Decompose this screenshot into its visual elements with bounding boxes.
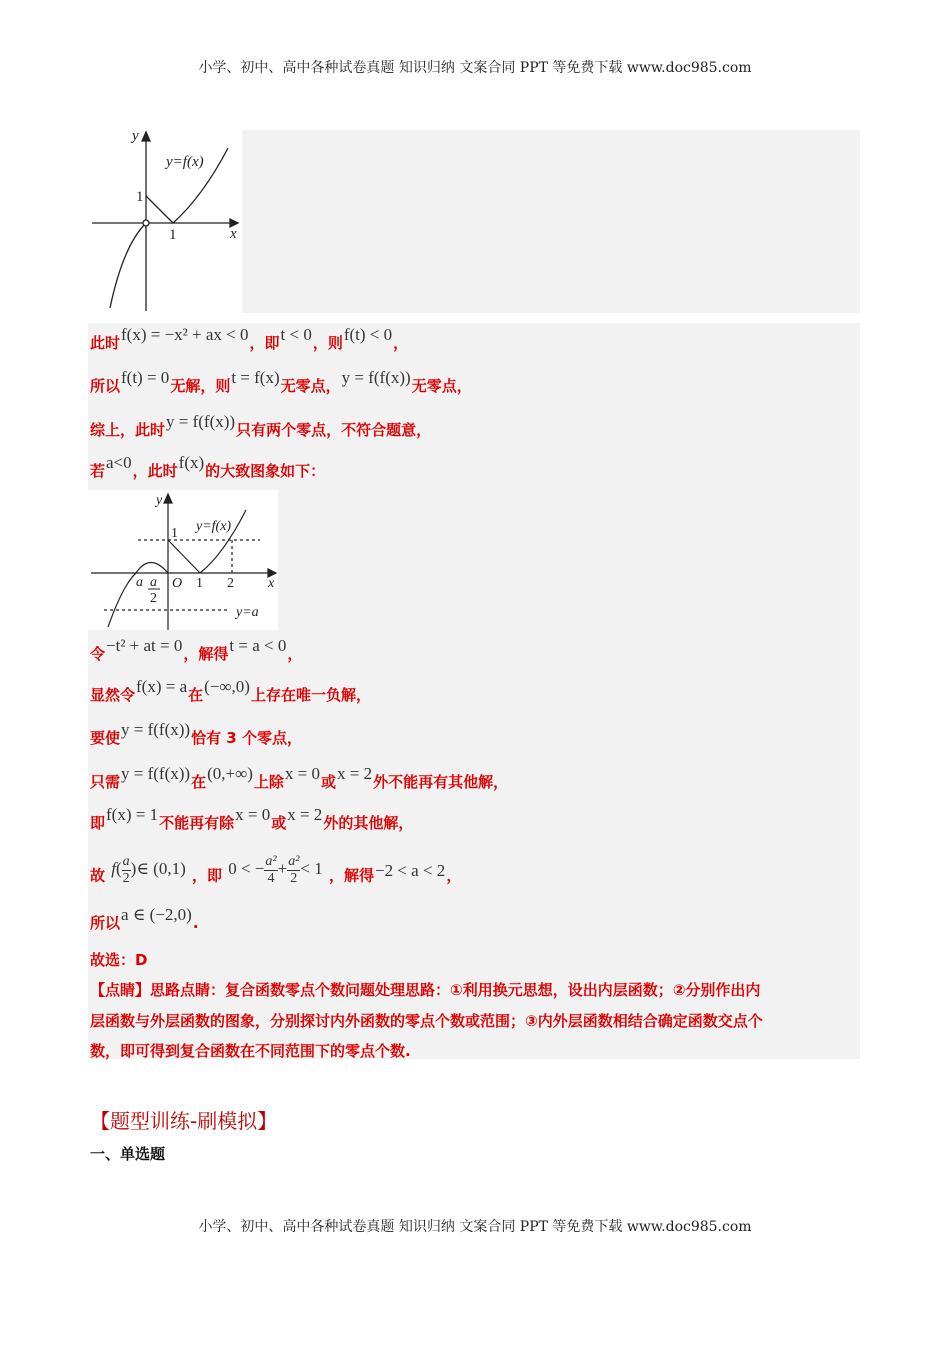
math-expression: y = f(f(x)) [121, 720, 191, 739]
section-title: 【题型训练-刷模拟】 [90, 1109, 278, 1133]
svg-text:1: 1 [196, 576, 203, 591]
text-segment: ，即 [249, 334, 280, 352]
svg-text:a: a [136, 575, 143, 590]
tick-1-y: 1 [136, 189, 144, 205]
solution-line [90, 764, 509, 792]
text-segment: 上除 [253, 773, 284, 791]
text-segment: ， [287, 645, 303, 663]
text-segment: ，则 [312, 334, 343, 352]
math-expression: y = f(f(x)) [166, 412, 236, 431]
text-segment: 只需 [90, 773, 121, 791]
math-expression: a<0 [106, 453, 132, 472]
svg-text:x: x [268, 576, 275, 591]
text-segment: 令 [90, 645, 106, 663]
math-expression: t = a < 0 [229, 636, 287, 655]
text-segment: 无零点， [411, 377, 472, 395]
text-segment: 恰有 3 个零点， [191, 729, 302, 747]
math-expression: x = 0 [284, 764, 320, 783]
svg-text:2: 2 [227, 576, 234, 591]
svg-text:a: a [150, 575, 157, 590]
solution-line [90, 805, 414, 833]
text-segment: 若 [90, 462, 106, 480]
page-footer: 小学、初中、高中各种试卷真题 知识归纳 文案合同 PPT 等免费下载 www.doc985.com [198, 1219, 752, 1235]
text-segment: 外的其他解， [323, 814, 414, 832]
text-segment: 上存在唯一负解， [250, 686, 371, 704]
svg-text:y=f(x): y=f(x) [196, 519, 232, 534]
text-segment: 在 [191, 773, 207, 791]
solution-line [90, 412, 432, 440]
solution-line [90, 453, 326, 481]
curve-left [110, 223, 146, 308]
text-segment: 或 [320, 773, 336, 791]
svg-text:y: y [156, 493, 163, 508]
tip-line-1: 【点睛】思路点睛：复合函数零点个数问题处理思路：①利用换元思想，设出内层函数；②分别作出内 [90, 981, 761, 999]
text-segment: 无零点， [280, 377, 341, 395]
math-expression: t < 0 [280, 325, 312, 344]
tip-line-2: 层函数与外层函数的图象，分别探讨内外函数的零点个数或范围；③内外层函数相结合确定函数交点个 [90, 1012, 763, 1030]
math-expression: −t² + at = 0 [106, 636, 183, 655]
math-expression: (0,+∞) [207, 764, 253, 783]
math-expression: f(x) [178, 453, 205, 472]
page-header: 小学、初中、高中各种试卷真题 知识归纳 文案合同 PPT 等免费下载 www.doc985.com [198, 60, 752, 76]
svg-text:y=a: y=a [236, 605, 259, 620]
answer: 故选：D [90, 951, 148, 969]
text-segment: 即 [90, 814, 106, 832]
svg-text:O: O [172, 576, 183, 591]
y-arrow-icon [164, 494, 172, 503]
text-segment: 的大致图象如下： [205, 462, 326, 480]
text-segment: ， [393, 334, 409, 352]
math-expression: x = 0 [235, 805, 271, 824]
math-expression: f(t) = 0 [121, 368, 170, 387]
graph-2 [88, 490, 278, 630]
text-segment: 无解，则 [170, 377, 231, 395]
subsection-title: 一、单选题 [90, 1145, 166, 1163]
text-segment: 要使 [90, 729, 121, 747]
math-expression: t = f(x) [231, 368, 280, 387]
conclusion-line: 故 f( $\frac{a}{2}$ )∈ (0,1) ，即 0 < − $\frac{\text{a²}}{4}$ + $\frac{\text{a²}}{2}$ < 1 ，解得−2 < a < 2， [90, 854, 462, 886]
text-segment: 所以 [90, 377, 121, 395]
text-segment: ，解得 [183, 645, 229, 663]
y-arrow-icon [142, 132, 150, 141]
text-segment: 只有两个零点，不符合题意， [236, 421, 432, 439]
solution-line [90, 325, 409, 353]
y-label: y [132, 128, 139, 144]
text-segment: 在 [188, 686, 204, 704]
math-expression: y = f(f(x)) [121, 764, 191, 783]
text-segment: 综上，此时 [90, 421, 166, 439]
text-segment: 外不能再有其他解， [373, 773, 509, 791]
math-expression: x = 2 [287, 805, 323, 824]
math-expression: x = 2 [337, 764, 373, 783]
text-segment: 或 [271, 814, 287, 832]
math-expression: f(x) = a [136, 677, 188, 696]
solution-line [90, 677, 371, 705]
open-point [143, 220, 149, 226]
solution-line [90, 368, 472, 396]
graph-1 [88, 126, 243, 316]
x-label: x [230, 226, 237, 242]
tick-1-x: 1 [169, 227, 177, 243]
text-segment: 显然令 [90, 686, 136, 704]
solution-line [90, 720, 302, 748]
svg-text:2: 2 [150, 591, 157, 606]
text-segment: 此时 [90, 334, 121, 352]
math-expression: f(t) < 0 [343, 325, 393, 344]
text-segment: 不能再有除 [159, 814, 235, 832]
gray-block-1 [242, 130, 860, 313]
solution-line [90, 636, 303, 664]
math-expression: f(x) = 1 [106, 805, 159, 824]
math-expression: f(x) = −x² + ax < 0 [121, 325, 249, 344]
curve-label: y=f(x) [166, 154, 204, 170]
math-expression: y = f(f(x)) [341, 368, 411, 387]
text-segment: ，此时 [132, 462, 178, 480]
result-line: 所以a ∈ (−2,0). [90, 905, 199, 932]
tip-line-3: 数，即可得到复合函数在不同范围下的零点个数. [90, 1042, 411, 1060]
svg-text:1: 1 [171, 526, 178, 541]
math-expression: (−∞,0) [204, 677, 250, 696]
